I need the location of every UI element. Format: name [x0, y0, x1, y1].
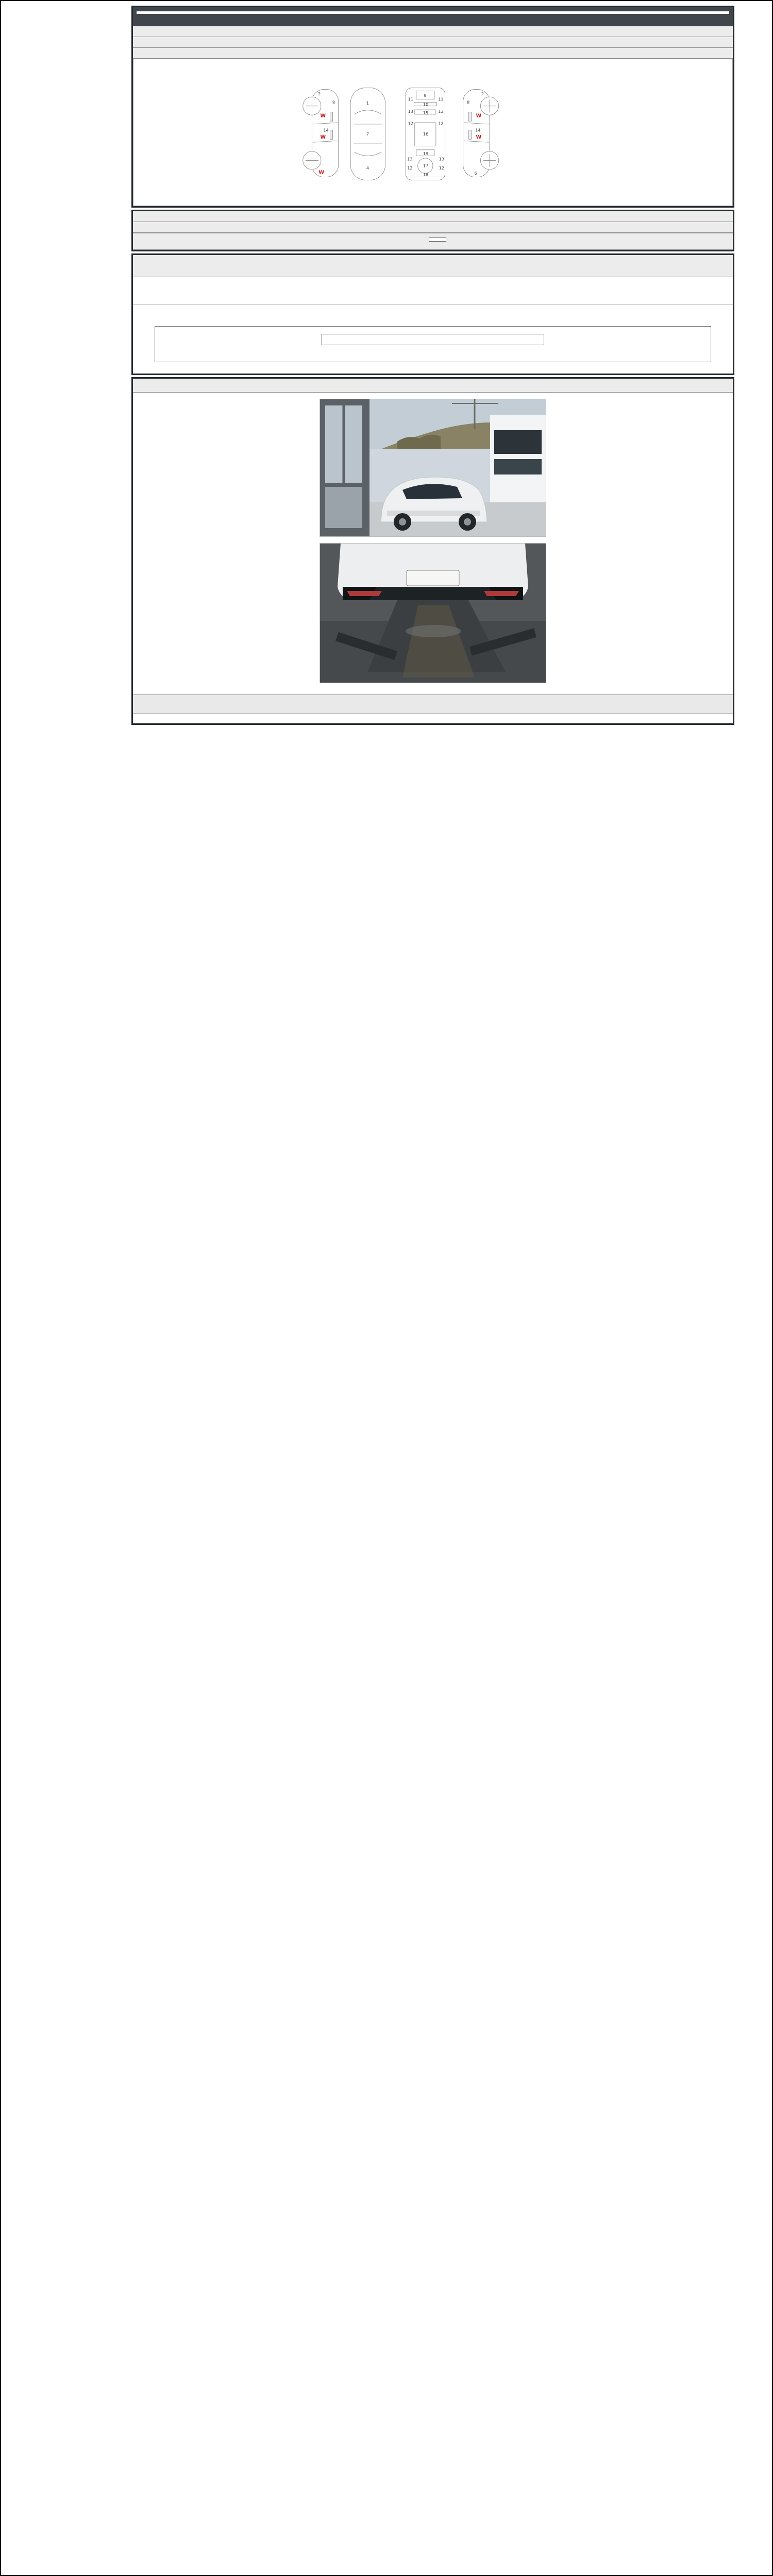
svg-text:12: 12 [438, 121, 444, 126]
photos-header [133, 379, 733, 393]
svg-text:17: 17 [423, 163, 429, 168]
notices-body [133, 277, 733, 321]
price-info-title [322, 334, 544, 345]
notices-header [133, 255, 733, 277]
svg-text:13: 13 [408, 109, 413, 114]
svg-text:10: 10 [423, 102, 429, 107]
svg-text:8: 8 [332, 100, 335, 105]
svg-text:13: 13 [439, 157, 444, 162]
svg-text:1: 1 [366, 100, 369, 106]
final-price-amount [429, 238, 446, 242]
svg-text:11: 11 [408, 97, 413, 102]
car-damage-diagram [263, 69, 603, 199]
page-3 [131, 253, 734, 375]
title-block [133, 7, 733, 26]
svg-text:7: 7 [366, 131, 369, 137]
final-price-band [133, 233, 733, 250]
svg-text:W: W [476, 113, 482, 119]
document-number [133, 19, 733, 26]
car-damage-diagram-wrap [133, 66, 733, 206]
title-stripe [137, 11, 729, 14]
accident-header [133, 48, 733, 59]
svg-text:12: 12 [439, 165, 444, 171]
svg-text:16: 16 [423, 131, 429, 137]
svg-text:W: W [318, 170, 325, 176]
svg-text:2: 2 [318, 92, 321, 97]
svg-text:W: W [476, 134, 482, 140]
svg-text:2: 2 [481, 92, 484, 97]
comprehensive-header [133, 37, 733, 48]
svg-text:14: 14 [323, 128, 329, 133]
svg-text:4: 4 [366, 165, 369, 171]
price-info-box [155, 326, 711, 362]
confirmation-text [133, 714, 733, 723]
svg-text:W: W [320, 113, 326, 119]
svg-text:W: W [320, 134, 326, 140]
accident-legend [133, 59, 733, 66]
etc-header [133, 222, 733, 233]
svg-text:6: 6 [474, 171, 477, 176]
signature-band [133, 694, 733, 714]
inspection-photo-front [320, 399, 546, 537]
page-1 [131, 6, 734, 208]
svg-text:12: 12 [408, 121, 413, 126]
svg-text:12: 12 [407, 165, 413, 171]
svg-text:15: 15 [423, 110, 429, 115]
svg-text:18: 18 [423, 172, 429, 177]
svg-text:8: 8 [467, 100, 470, 105]
detail-header [133, 211, 733, 222]
page-4 [131, 377, 734, 725]
svg-text:14: 14 [475, 128, 481, 133]
svg-text:19: 19 [423, 151, 429, 157]
svg-text:13: 13 [438, 109, 444, 114]
svg-text:11: 11 [438, 97, 444, 102]
basic-info-header [133, 26, 733, 37]
page-2 [131, 210, 734, 251]
photo-area [133, 393, 733, 694]
inspection-photo-rear [320, 543, 546, 683]
svg-text:9: 9 [424, 93, 427, 98]
svg-text:13: 13 [407, 157, 413, 162]
